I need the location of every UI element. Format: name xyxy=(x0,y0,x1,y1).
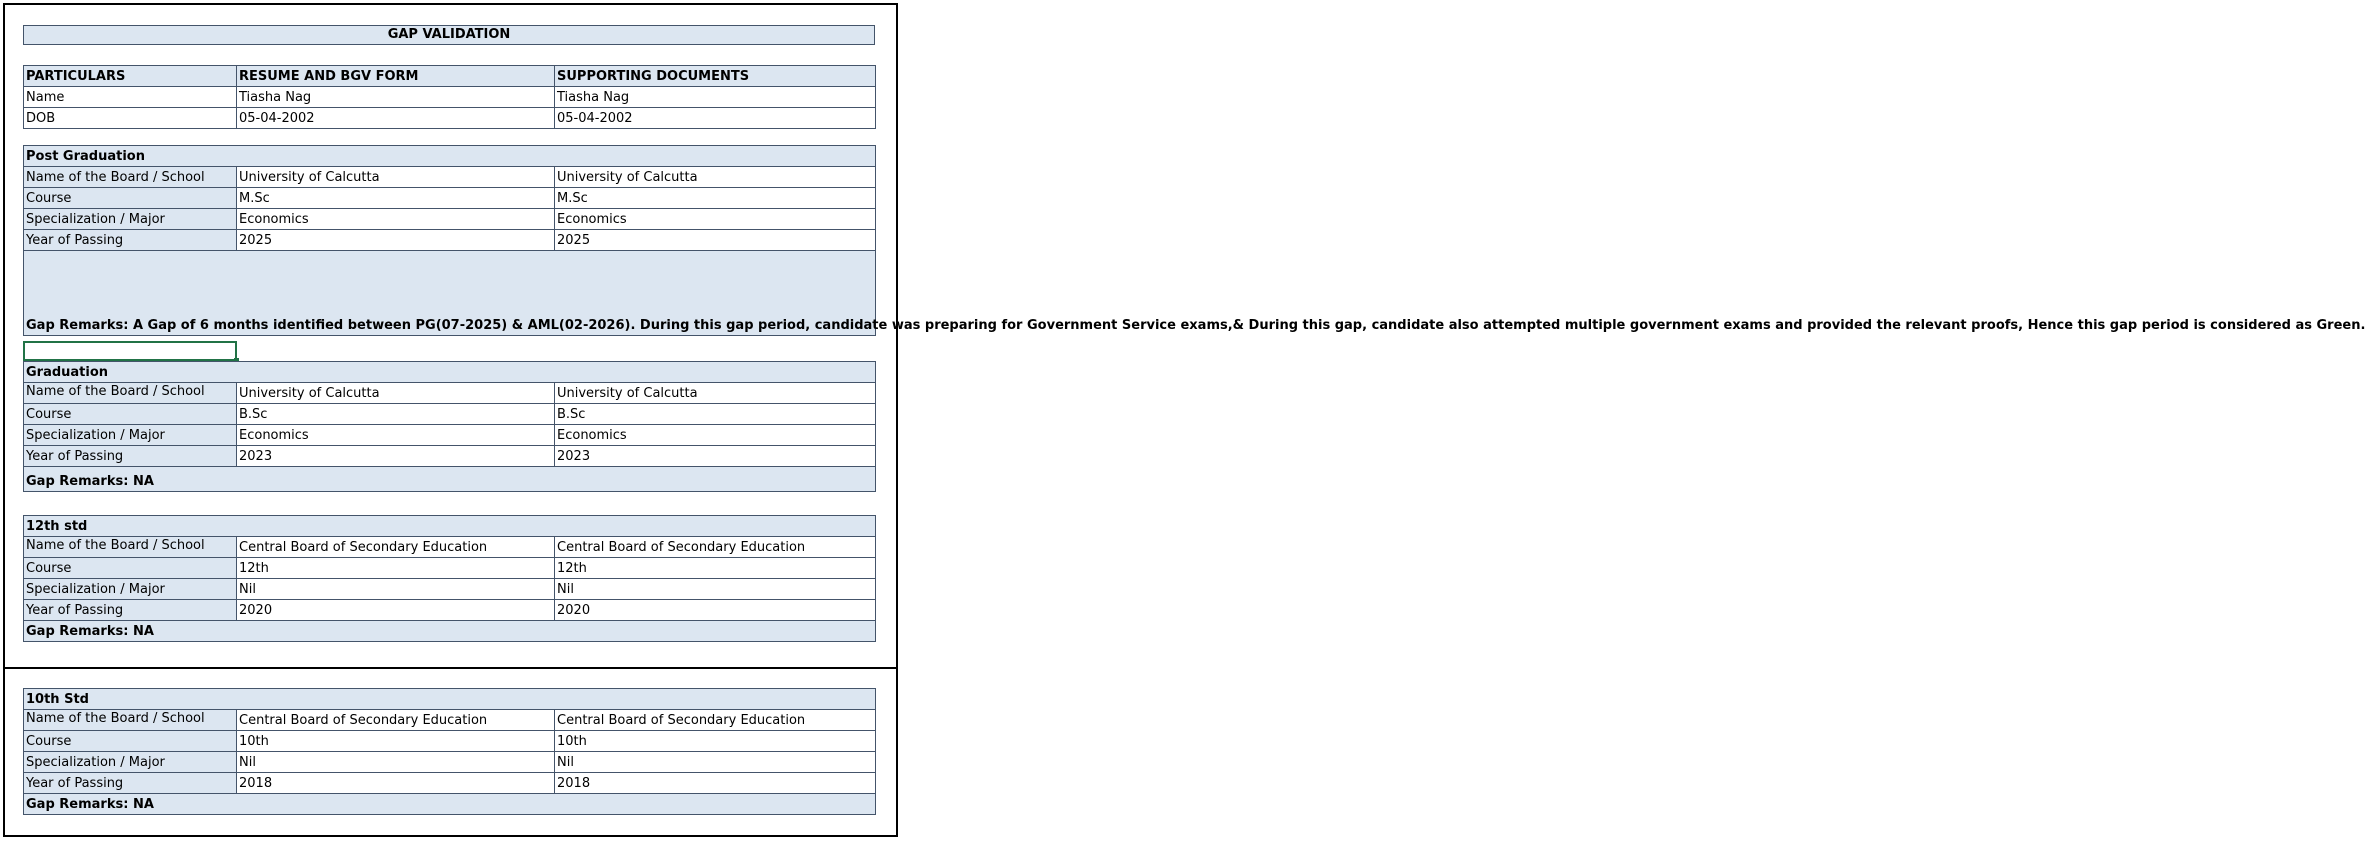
cell-docs[interactable]: M.Sc xyxy=(555,188,876,209)
cell-resume[interactable]: University of Calcutta xyxy=(237,383,555,404)
cell-resume[interactable]: Central Board of Secondary Education xyxy=(237,710,555,731)
cell-label[interactable]: Specialization / Major xyxy=(24,425,237,446)
cell-docs[interactable]: 10th xyxy=(555,731,876,752)
cell-docs[interactable]: Central Board of Secondary Education xyxy=(555,537,876,558)
cell-label[interactable]: Year of Passing xyxy=(24,773,237,794)
gap-remarks[interactable]: Gap Remarks: NA xyxy=(24,794,876,815)
grad-table xyxy=(23,361,876,492)
cell-resume[interactable]: B.Sc xyxy=(237,404,555,425)
table-row xyxy=(24,710,876,731)
std12-table xyxy=(23,515,876,642)
cell-label[interactable]: Year of Passing xyxy=(24,230,237,251)
cell-resume[interactable]: 2025 xyxy=(237,230,555,251)
gap-remarks[interactable]: Gap Remarks: NA xyxy=(24,467,876,492)
table-row xyxy=(24,87,876,108)
remarks-row xyxy=(24,467,876,492)
cell-docs[interactable]: Nil xyxy=(555,752,876,773)
cell-docs[interactable]: Economics xyxy=(555,209,876,230)
cell-resume[interactable]: Nil xyxy=(237,579,555,600)
cell-resume[interactable]: Central Board of Secondary Education xyxy=(237,537,555,558)
personal-section xyxy=(23,65,875,129)
table-row xyxy=(24,446,876,467)
table-row xyxy=(24,209,876,230)
cell-docs[interactable]: University of Calcutta xyxy=(555,383,876,404)
grad-section xyxy=(23,361,875,492)
table-row xyxy=(24,579,876,600)
table-row xyxy=(24,404,876,425)
cell-label[interactable]: Name of the Board / School xyxy=(24,383,237,404)
cell-docs[interactable]: 12th xyxy=(555,558,876,579)
cell-docs[interactable]: 05-04-2002 xyxy=(555,108,876,129)
cell-label[interactable]: Name of the Board / School xyxy=(24,710,237,731)
page-title: GAP VALIDATION xyxy=(23,25,875,45)
cell-docs[interactable]: Central Board of Secondary Education xyxy=(555,710,876,731)
table-row xyxy=(24,558,876,579)
header-resume-bgv[interactable]: RESUME AND BGV FORM xyxy=(237,66,555,87)
personal-table xyxy=(23,65,876,129)
cell-label[interactable]: Course xyxy=(24,188,237,209)
cell-docs[interactable]: University of Calcutta xyxy=(555,167,876,188)
pg-section xyxy=(23,145,2365,336)
cell-label[interactable]: Specialization / Major xyxy=(24,579,237,600)
cell-docs[interactable]: 2020 xyxy=(555,600,876,621)
cell-docs[interactable]: Tiasha Nag xyxy=(555,87,876,108)
std12-section xyxy=(23,515,875,642)
section-heading-row xyxy=(24,362,876,383)
cell-docs[interactable]: Nil xyxy=(555,579,876,600)
remarks-row xyxy=(24,621,876,642)
section-heading[interactable]: 10th Std xyxy=(24,689,876,710)
table-row xyxy=(24,752,876,773)
cell-docs[interactable]: 2023 xyxy=(555,446,876,467)
cell-label[interactable]: Year of Passing xyxy=(24,600,237,621)
gap-remarks[interactable]: Gap Remarks: A Gap of 6 months identified between PG(07-2025) & AML(02-2026). During this gap period, candidate was preparing for Government Service exams,& During this gap, candidate also attempted multiple government exams and provided the relevant proofs, Hence this gap period is considered as Green. xyxy=(24,251,876,336)
table-row xyxy=(24,600,876,621)
table-row xyxy=(24,537,876,558)
cell-label[interactable]: Specialization / Major xyxy=(24,209,237,230)
table-row xyxy=(24,230,876,251)
gap-remarks[interactable]: Gap Remarks: NA xyxy=(24,621,876,642)
cell-resume[interactable]: 12th xyxy=(237,558,555,579)
cell-label[interactable]: Specialization / Major xyxy=(24,752,237,773)
header-supporting-docs[interactable]: SUPPORTING DOCUMENTS xyxy=(555,66,876,87)
table-row xyxy=(24,108,876,129)
section-heading-row xyxy=(24,516,876,537)
cell-docs[interactable]: Economics xyxy=(555,425,876,446)
cell-label[interactable]: Year of Passing xyxy=(24,446,237,467)
cell-resume[interactable]: 2018 xyxy=(237,773,555,794)
cell-label[interactable]: Name of the Board / School xyxy=(24,537,237,558)
cell-label[interactable]: Course xyxy=(24,731,237,752)
header-row xyxy=(24,66,876,87)
section-heading[interactable]: Post Graduation xyxy=(24,146,876,167)
cell-resume[interactable]: Tiasha Nag xyxy=(237,87,555,108)
cell-docs[interactable]: 2018 xyxy=(555,773,876,794)
remarks-row xyxy=(24,794,876,815)
cell-resume[interactable]: M.Sc xyxy=(237,188,555,209)
table-row xyxy=(24,425,876,446)
table-row xyxy=(24,731,876,752)
table-row xyxy=(24,773,876,794)
std10-table xyxy=(23,688,876,815)
cell-label[interactable]: Course xyxy=(24,558,237,579)
cell-docs[interactable]: 2025 xyxy=(555,230,876,251)
cell-resume[interactable]: 10th xyxy=(237,731,555,752)
section-heading[interactable]: 12th std xyxy=(24,516,876,537)
cell-resume[interactable]: Economics xyxy=(237,209,555,230)
section-heading[interactable]: Graduation xyxy=(24,362,876,383)
cell-resume[interactable]: 2023 xyxy=(237,446,555,467)
table-row xyxy=(24,383,876,404)
cell-resume[interactable]: Economics xyxy=(237,425,555,446)
cell-label[interactable]: DOB xyxy=(24,108,237,129)
table-row xyxy=(24,188,876,209)
remarks-row xyxy=(24,251,876,336)
cell-resume[interactable]: 05-04-2002 xyxy=(237,108,555,129)
table-row xyxy=(24,167,876,188)
selected-cell[interactable] xyxy=(23,341,237,361)
cell-resume[interactable]: University of Calcutta xyxy=(237,167,555,188)
cell-resume[interactable]: Nil xyxy=(237,752,555,773)
pg-table xyxy=(23,145,2365,336)
std10-section xyxy=(23,688,875,815)
cell-docs[interactable]: B.Sc xyxy=(555,404,876,425)
cell-label[interactable]: Name xyxy=(24,87,237,108)
section-heading-row xyxy=(24,146,876,167)
cell-label[interactable]: Course xyxy=(24,404,237,425)
cell-label[interactable]: Name of the Board / School xyxy=(24,167,237,188)
cell-resume[interactable]: 2020 xyxy=(237,600,555,621)
header-particulars[interactable]: PARTICULARS xyxy=(24,66,237,87)
section-heading-row xyxy=(24,689,876,710)
